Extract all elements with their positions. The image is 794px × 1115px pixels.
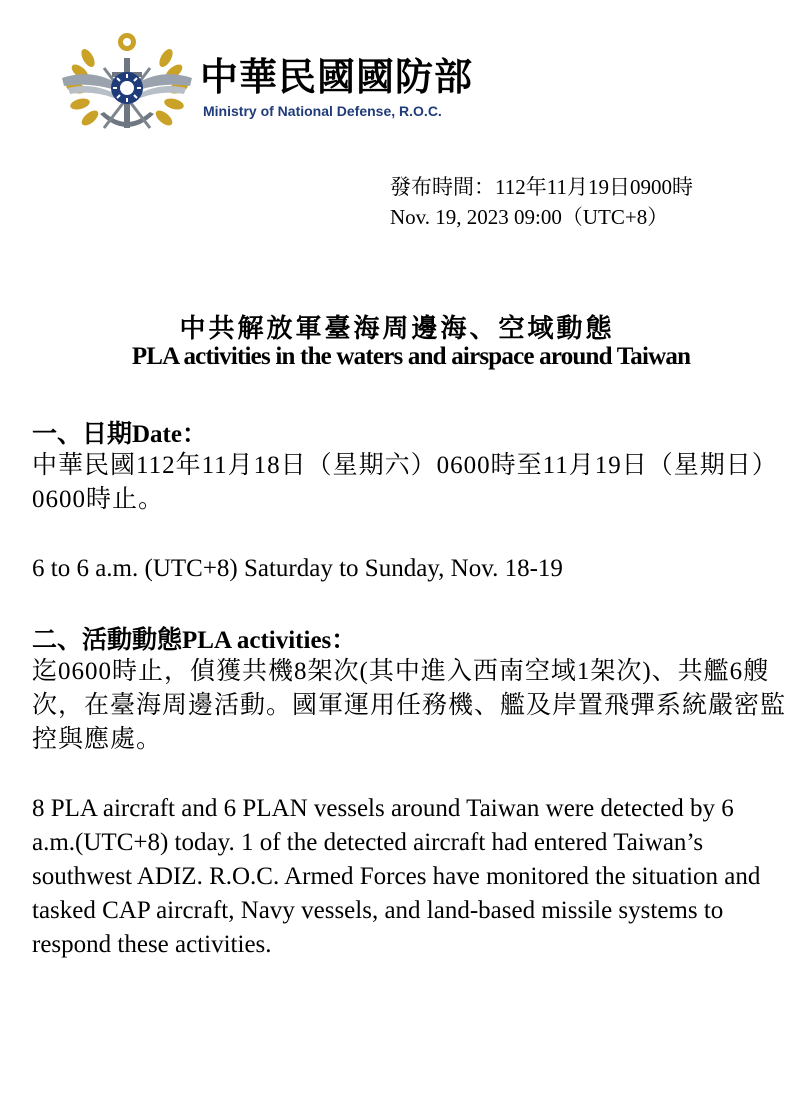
mnd-emblem-icon xyxy=(52,28,202,146)
title-cn: 中共解放軍臺海周邊海、空域動態 xyxy=(179,314,615,343)
section-activities-body-cn: 迄0600時止，偵獲共機8架次(其中進入西南空域1架次)、共艦6艘次，在臺海周邊活動。國軍運用任務機、艦及岸置飛彈系統嚴密監控與應處。 xyxy=(32,658,787,753)
release-time-cn: 發布時間：112年11月19日0900時 xyxy=(390,175,693,199)
section-activities-heading: 二、活動動態PLA activities： xyxy=(32,627,357,654)
section-date-heading: 一、日期Date： xyxy=(32,421,207,448)
org-name-cn: 中華民國國防部 xyxy=(200,57,474,99)
section-date-body-cn: 中華民國112年11月18日（星期六）0600時至11月19日（星期日）0600時止。 xyxy=(32,452,778,513)
title-en: PLA activities in the waters and airspace around Taiwan xyxy=(131,343,691,370)
section-activities-body-en: 8 PLA aircraft and 6 PLAN vessels around Taiwan were detected by 6 a.m.(UTC+8) today. 1 of the detected aircraft had entered Taiwan’s southwest ADIZ. R.O.C. Armed Forces have monitored the situation and tasked CAP aircraft, Navy vessels, and land-based missile systems to respond these activities. xyxy=(32,795,761,958)
release-time xyxy=(390,172,693,232)
release-time-en: Nov. 19, 2023 09:00（UTC+8） xyxy=(390,205,669,229)
section-date-body-en: 6 to 6 a.m. (UTC+8) Saturday to Sunday, Nov. 18-19 xyxy=(32,555,563,582)
org-name-en: Ministry of National Defense, R.O.C. xyxy=(203,103,442,119)
